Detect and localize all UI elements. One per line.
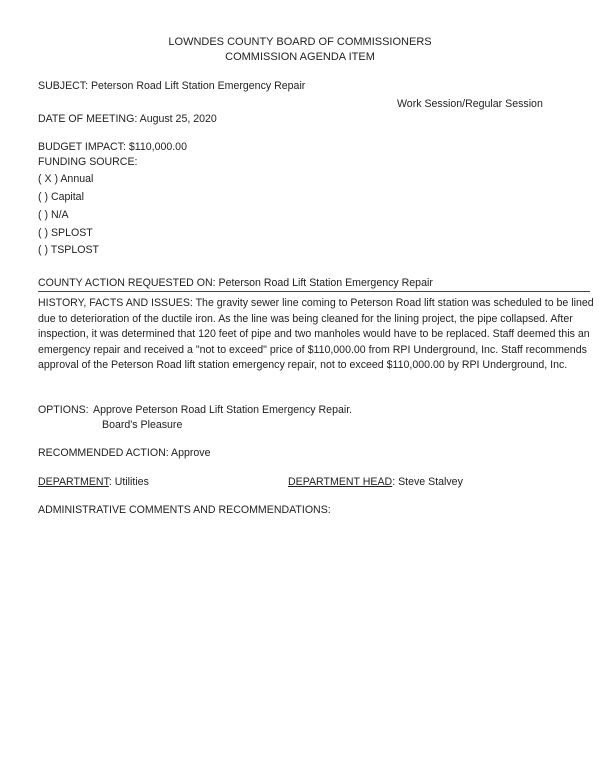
options-label: OPTIONS:	[38, 404, 89, 416]
header-line2: COMMISSION AGENDA ITEM	[225, 51, 375, 63]
department-head-label: DEPARTMENT HEAD	[288, 476, 393, 488]
funding-option-tsplost: ( ) TSPLOST	[38, 244, 100, 256]
funding-option-na: ( ) N/A	[38, 209, 69, 221]
admin-comments: ADMINISTRATIVE COMMENTS AND RECOMMENDATIONS:	[38, 504, 331, 516]
option-boards-pleasure: Board's Pleasure	[102, 419, 183, 431]
divider	[38, 291, 590, 292]
funding-source-label: FUNDING SOURCE:	[38, 156, 138, 168]
county-action: COUNTY ACTION REQUESTED ON: Peterson Road Lift Station Emergency Repair	[38, 277, 433, 289]
recommended-action: RECOMMENDED ACTION: Approve	[38, 447, 211, 459]
funding-option-annual: ( X ) Annual	[38, 173, 94, 185]
department-value: : Utilities	[108, 476, 149, 488]
session-type: Work Session/Regular Session	[397, 98, 543, 110]
department-head-value: : Steve Stalvey	[392, 476, 463, 488]
department	[38, 476, 149, 489]
funding-option-capital: ( ) Capital	[38, 191, 84, 203]
history-facts-issues: HISTORY, FACTS AND ISSUES: The gravity sewer line coming to Peterson Road lift station was scheduled to be lined due to deterioration of the ductile iron. As the line was being cleaned for the lining project, the pipe collapsed. After inspection, it was determined that 120 feet of pipe and two manholes would have to be replaced. Staff deemed this an emergency repair and received a "not to exceed" price of $110,000.00 from RPI Underground, Inc. Staff recommends approval of the Peterson Road lift station emergency repair, not to exceed $110,000.00 by RPI Underground, Inc.	[38, 297, 594, 372]
option-approve: Approve Peterson Road Lift Station Emergency Repair.	[93, 404, 353, 416]
subject: SUBJECT: Peterson Road Lift Station Emergency Repair	[38, 80, 306, 92]
header-line1: LOWNDES COUNTY BOARD OF COMMISSIONERS	[168, 36, 432, 48]
meeting-date: DATE OF MEETING: August 25, 2020	[38, 113, 217, 125]
department-label: DEPARTMENT	[38, 476, 109, 488]
department-head	[288, 476, 463, 489]
funding-option-splost: ( ) SPLOST	[38, 227, 93, 239]
budget-impact: BUDGET IMPACT: $110,000.00	[38, 141, 187, 153]
